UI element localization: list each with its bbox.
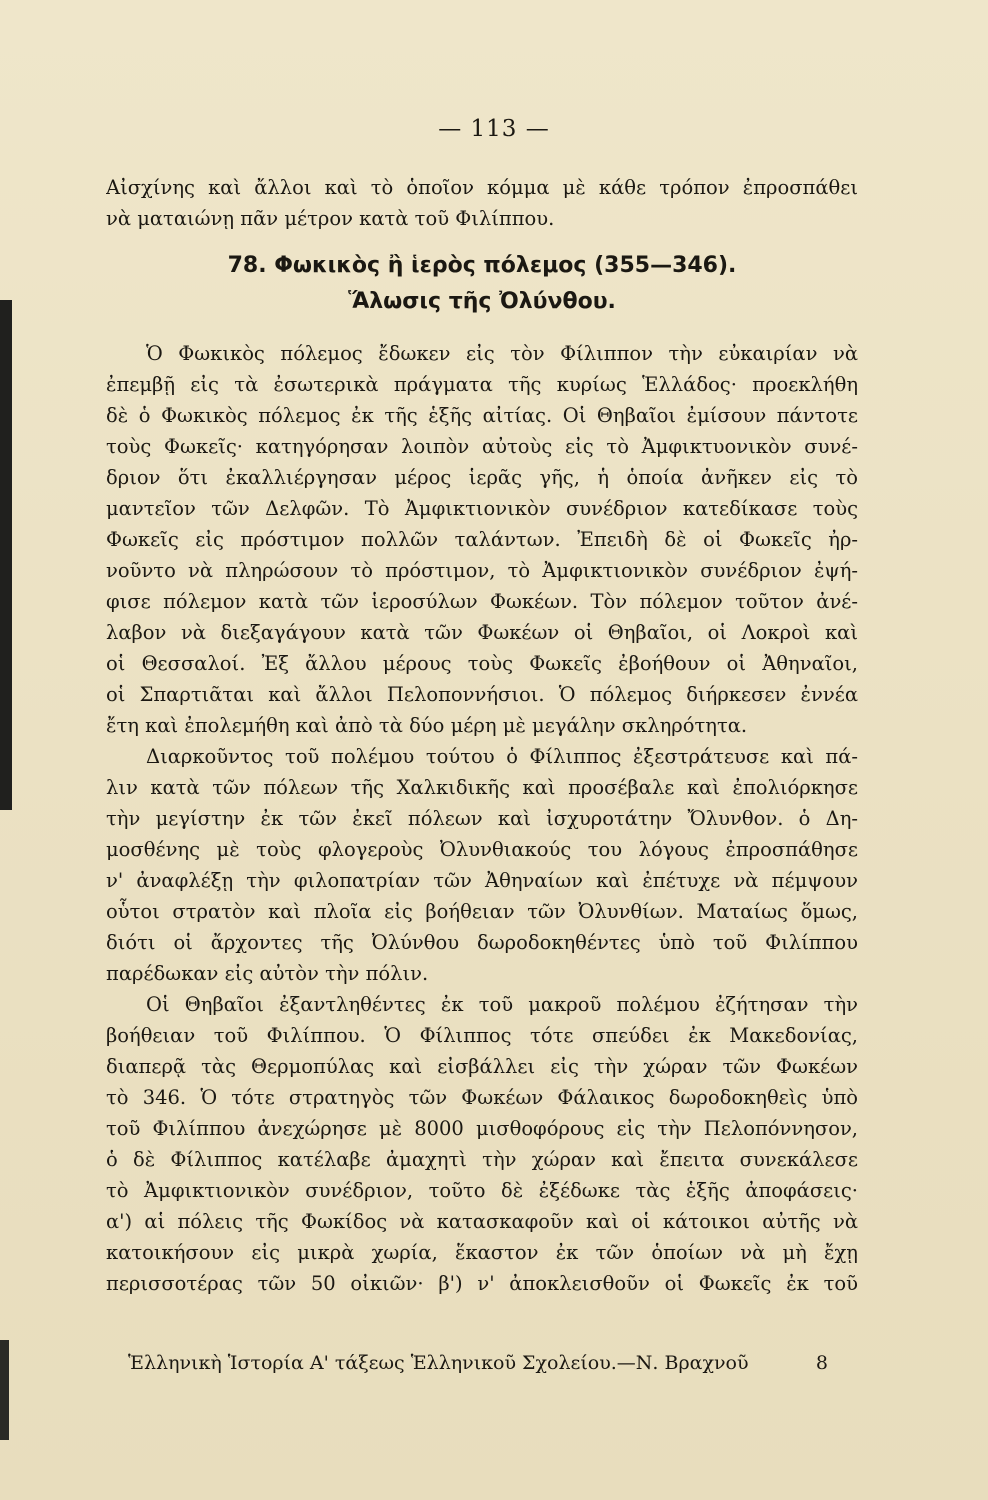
text-line: φισε πόλεμον κατὰ τῶν ἱεροσύλων Φωκέων. Τὸν πόλεμον τοῦτον ἀνέ- bbox=[106, 590, 858, 613]
heading-line-1: 78. Φωκικὸς ἢ ἱερὸς πόλεμος (355—346). bbox=[227, 253, 737, 278]
text-line: τὴν μεγίστην ἐκ τῶν ἐκεῖ πόλεων καὶ ἰσχυροτάτην Ὄλυνθον. ὁ Δη- bbox=[106, 807, 858, 830]
text-line: α') αἱ πόλεις τῆς Φωκίδος νὰ κατασκαφοῦν καὶ οἱ κάτοικοι αὐτῆς νὰ bbox=[106, 1210, 858, 1233]
footer-book-title: Ἑλληνικὴ Ἱστορία Α' τάξεως Ἑλληνικοῦ Σχολείου.—Ν. Βραχνοῦ bbox=[128, 1352, 749, 1374]
text-line: λιν κατὰ τῶν πόλεων τῆς Χαλκιδικῆς καὶ προσέβαλε καὶ ἐπολιόρκησε bbox=[106, 776, 858, 799]
text-line: οἱ Σπαρτιᾶται καὶ ἄλλοι Πελοποννήσιοι. Ὁ πόλεμος διήρκεσεν ἐννέα bbox=[106, 683, 858, 706]
body-text bbox=[106, 338, 858, 1299]
text-line: νοῦντο νὰ πληρώσουν τὸ πρόστιμον, τὸ Ἀμφικτιονικὸν συνέδριον ἐψή- bbox=[106, 559, 858, 582]
text-line: ἔτη καὶ ἐπολεμήθη καὶ ἀπὸ τὰ δύο μέρη μὲ μεγάλην σκληρότητα. bbox=[106, 714, 748, 737]
text-line: τὸ Ἀμφικτιονικὸν συνέδριον, τοῦτο δὲ ἐξέδωκε τὰς ἑξῆς ἀποφάσεις· bbox=[106, 1179, 858, 1202]
text-line: λαβον νὰ διεξαγάγουν κατὰ τῶν Φωκέων οἱ Θηβαῖοι, οἱ Λοκροὶ καὶ bbox=[106, 621, 858, 644]
text-line: Φωκεῖς εἰς πρόστιμον πολλῶν ταλάντων. Ἐπειδὴ δὲ οἱ Φωκεῖς ἠρ- bbox=[106, 528, 858, 551]
text-line: περισσοτέρας τῶν 50 οἰκιῶν· β') ν' ἀποκλεισθοῦν οἱ Φωκεῖς ἐκ τοῦ bbox=[106, 1272, 858, 1295]
text-line: διότι οἱ ἄρχοντες τῆς Ὀλύνθου δωροδοκηθέντες ὑπὸ τοῦ Φιλίππου bbox=[106, 931, 858, 954]
scan-edge-mark bbox=[0, 300, 12, 810]
text-line: τὸ 346. Ὁ τότε στρατηγὸς τῶν Φωκέων Φάλαικος δωροδοκηθεὶς ὑπὸ bbox=[106, 1086, 858, 1109]
text-line: τοὺς Φωκεῖς· κατηγόρησαν λοιπὸν αὐτοὺς εἰς τὸ Ἀμφικτυονικὸν συνέ- bbox=[106, 435, 858, 458]
scan-edge-mark-lower bbox=[0, 1340, 9, 1440]
text-line: ἐπεμβῇ εἰς τὰ ἐσωτερικὰ πράγματα τῆς κυρίως Ἑλλάδος· προεκλήθη bbox=[106, 373, 858, 396]
continued-paragraph bbox=[106, 172, 858, 234]
text-line: ν' ἀναφλέξῃ τὴν φιλοπατρίαν τῶν Ἀθηναίων καὶ ἐπέτυχε νὰ πέμψουν bbox=[106, 869, 858, 892]
text-line: ὁ δὲ Φίλιππος κατέλαβε ἀμαχητὶ τὴν χώραν καὶ ἔπειτα συνεκάλεσε bbox=[106, 1148, 858, 1171]
text-line: Αἰσχίνης καὶ ἄλλοι καὶ τὸ ὁποῖον κόμμα μὲ κάθε τρόπον ἐπροσπάθει bbox=[106, 176, 858, 199]
text-line: δριον ὅτι ἐκαλλιέργησαν μέρος ἱερᾶς γῆς, ἡ ὁποία ἀνῆκεν εἰς τὸ bbox=[106, 466, 858, 489]
text-line: διαπερᾷ τὰς Θερμοπύλας καὶ εἰσβάλλει εἰς τὴν χώραν τῶν Φωκέων bbox=[106, 1055, 858, 1078]
text-line: Οἱ Θηβαῖοι ἐξαντληθέντες ἐκ τοῦ μακροῦ πολέμου ἐζήτησαν τὴν bbox=[146, 993, 858, 1016]
text-line: οὗτοι στρατὸν καὶ πλοῖα εἰς βοήθειαν τῶν Ὀλυνθίων. Ματαίως ὅμως, bbox=[106, 900, 858, 923]
text-line: Ὁ Φωκικὸς πόλεμος ἔδωκεν εἰς τὸν Φίλιππον τὴν εὐκαιρίαν νὰ bbox=[146, 342, 858, 365]
text-line: μαντεῖον τῶν Δελφῶν. Τὸ Ἀμφικτιονικὸν συνέδριον κατεδίκασε τοὺς bbox=[106, 497, 858, 520]
page-footer bbox=[128, 1352, 828, 1374]
text-line: οἱ Θεσσαλοί. Ἐξ ἄλλου μέρους τοὺς Φωκεῖς ἐβοήθουν οἱ Ἀθηναῖοι, bbox=[106, 652, 858, 675]
heading-line-2: Ἅλωσις τῆς Ὀλύνθου. bbox=[348, 289, 616, 314]
text-line: κατοικήσουν εἰς μικρὰ χωρία, ἕκαστον ἐκ τῶν ὁποίων νὰ μὴ ἔχῃ bbox=[106, 1241, 858, 1264]
text-line: βοήθειαν τοῦ Φιλίππου. Ὁ Φίλιππος τότε σπεύδει ἐκ Μακεδονίας, bbox=[106, 1024, 858, 1047]
text-line: τοῦ Φιλίππου ἀνεχώρησε μὲ 8000 μισθοφόρους εἰς τὴν Πελοπόννησον, bbox=[106, 1117, 858, 1140]
footer-signature-mark: 8 bbox=[815, 1352, 828, 1374]
page-number: — 113 — bbox=[438, 116, 550, 142]
text-line: νὰ ματαιώνῃ πᾶν μέτρον κατὰ τοῦ Φιλίππου. bbox=[106, 207, 555, 230]
text-line: δὲ ὁ Φωκικὸς πόλεμος ἐκ τῆς ἑξῆς αἰτίας. Οἱ Θηβαῖοι ἐμίσουν πάντοτε bbox=[106, 404, 858, 427]
text-line: μοσθένης μὲ τοὺς φλογεροὺς Ὀλυνθιακούς του λόγους ἐπροσπάθησε bbox=[106, 838, 858, 861]
text-line: Διαρκοῦντος τοῦ πολέμου τούτου ὁ Φίλιππος ἐξεστράτευσε καὶ πά- bbox=[146, 745, 858, 768]
text-line: παρέδωκαν εἰς αὐτὸν τὴν πόλιν. bbox=[106, 962, 429, 985]
section-heading bbox=[106, 248, 858, 320]
